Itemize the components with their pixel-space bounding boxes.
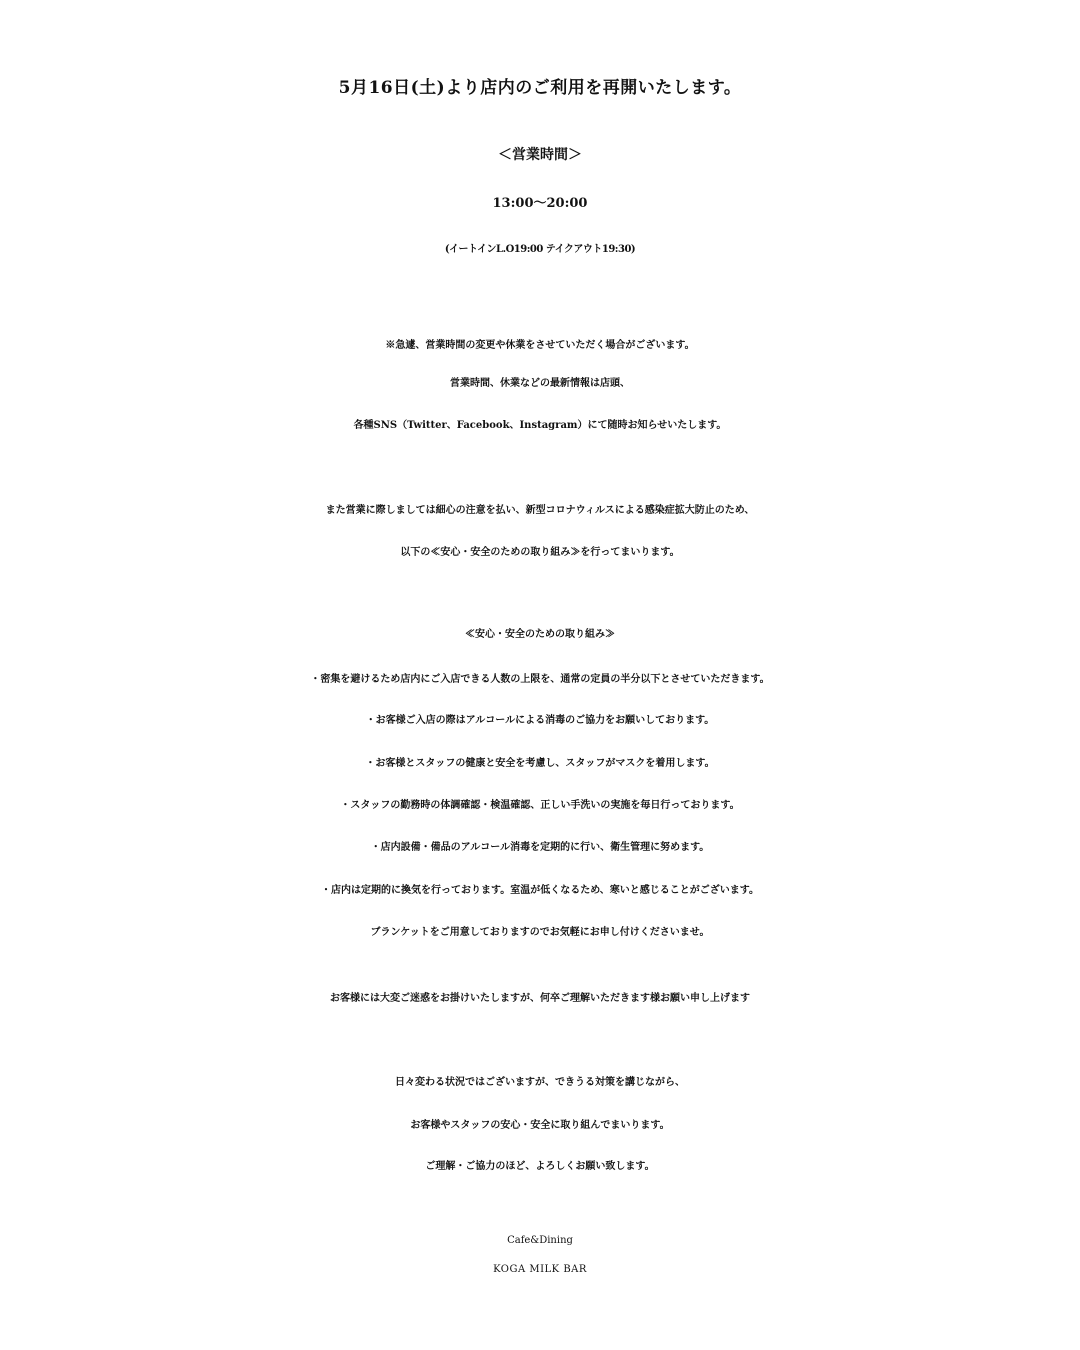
hours-note: (イートインL.O19:00 テイクアウト19:30): [444, 244, 636, 255]
notice-line: 営業時間、休業などの最新情報は店頭、: [450, 378, 630, 389]
closing-line: 日々変わる状況ではございますが、できうる対策を講じながら、: [395, 1077, 685, 1088]
measure-item: ・店内は定期的に換気を行っております。室温が低くなるため、寒いと感じることがございます。: [321, 885, 759, 896]
measure-item: ・店内設備・備品のアルコール消毒を定期的に行い、衛生管理に努めます。: [370, 842, 710, 853]
measure-item: ・お客様ご入店の際はアルコールによる消毒のご協力をお願いしております。: [365, 715, 715, 726]
notice-line: 各種SNS（Twitter、Facebook、Instagram）にて随時お知らせいたします。: [353, 420, 727, 431]
notice-line: ※急遽、営業時間の変更や休業をさせていただく場合がございます。: [385, 340, 695, 351]
closing-line: ご理解・ご協力のほど、よろしくお願い致します。: [425, 1161, 655, 1172]
measure-item: ブランケットをご用意しておりますのでお気軽にお申し付けくださいませ。: [370, 927, 710, 938]
signature-name: KOGA MILK BAR: [493, 1264, 587, 1275]
measure-item: ・スタッフの勤務時の体調確認・検温確認、正しい手洗いの実施を毎日行っております。: [340, 800, 740, 811]
closing-line: お客様やスタッフの安心・安全に取り組んでまいります。: [410, 1120, 670, 1131]
measure-item: ・お客様とスタッフの健康と安全を考慮し、スタッフがマスクを着用します。: [365, 758, 715, 769]
signature-subtitle: Cafe&Dining: [507, 1235, 573, 1246]
measure-item: ・密集を避けるため店内にご入店できる人数の上限を、通常の定員の半分以下とさせていただきます。: [310, 674, 770, 685]
intro-line: また営業に際しましては細心の注意を払い、新型コロナウィルスによる感染症拡大防止のため、: [325, 505, 755, 516]
hours-time: 13:00〜20:00: [492, 196, 588, 211]
intro-line: 以下の≪安心・安全のための取り組み≫を行ってまいります。: [400, 547, 680, 558]
hours-title: ＜営業時間＞: [498, 147, 582, 163]
measures-title: ≪安心・安全のための取り組み≫: [465, 629, 615, 640]
page-title: 5月16日(土)より店内のご利用を再開いたします。: [338, 78, 742, 98]
apology-text: お客様には大変ご迷惑をお掛けいたしますが、何卒ご理解いただきます様お願い申し上げます: [330, 993, 750, 1004]
